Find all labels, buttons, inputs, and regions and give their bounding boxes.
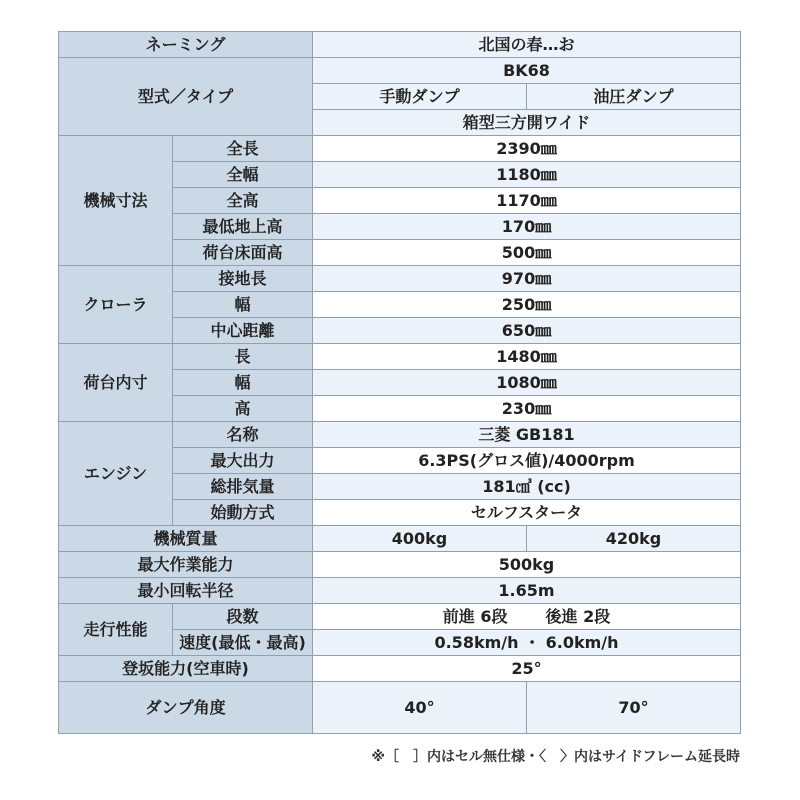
row-value: 三菱 GB181 [313, 422, 741, 448]
row-value: セルフスタータ [313, 500, 741, 526]
row-label: 総排気量 [173, 474, 313, 500]
table-row [59, 422, 741, 448]
row-mass [59, 526, 741, 552]
row-label: 幅 [173, 370, 313, 396]
machine-dims-group: 機械寸法 [59, 136, 173, 266]
climb-value: 25° [313, 656, 741, 682]
dump-angle-manual: 40° [313, 682, 527, 734]
row-label: 全高 [173, 188, 313, 214]
speed-value: 0.58km/h ・ 6.0km/h [313, 630, 741, 656]
gear-reverse: 後進 2段 [545, 606, 611, 626]
row-value: 1170㎜ [313, 188, 741, 214]
row-label: 高 [173, 396, 313, 422]
row-value: 170㎜ [313, 214, 741, 240]
row-value: 2390㎜ [313, 136, 741, 162]
engine-group: エンジン [59, 422, 173, 526]
row-label: 接地長 [173, 266, 313, 292]
row-dump-angle [59, 682, 741, 734]
row-max-capacity [59, 552, 741, 578]
gear-forward: 前進 6段 [442, 606, 508, 626]
row-label: 長 [173, 344, 313, 370]
mass-label: 機械質量 [59, 526, 313, 552]
speed-label: 速度(最低・最高) [173, 630, 313, 656]
climb-label: 登坂能力(空車時) [59, 656, 313, 682]
row-label: 最低地上高 [173, 214, 313, 240]
row-climb [59, 656, 741, 682]
row-value: 181㎤ (cc) [313, 474, 741, 500]
row-naming [59, 32, 741, 58]
min-radius-label: 最小回転半径 [59, 578, 313, 604]
row-value: 1180㎜ [313, 162, 741, 188]
type-hydraulic-dump: 油圧ダンプ [527, 84, 741, 110]
row-type-model [59, 58, 741, 84]
gear-value [313, 604, 741, 630]
row-value: 650㎜ [313, 318, 741, 344]
mass-manual: 400kg [313, 526, 527, 552]
row-value: 500㎜ [313, 240, 741, 266]
spec-table [58, 31, 741, 734]
type-label: 型式／タイプ [59, 58, 313, 136]
bed-inner-group: 荷台内寸 [59, 344, 173, 422]
row-value: 250㎜ [313, 292, 741, 318]
row-label: 全長 [173, 136, 313, 162]
type-body: 箱型三方開ワイド [313, 110, 741, 136]
row-travel-gear [59, 604, 741, 630]
type-manual-dump: 手動ダンプ [313, 84, 527, 110]
travel-group: 走行性能 [59, 604, 173, 656]
row-label: 名称 [173, 422, 313, 448]
mass-hydraulic: 420kg [527, 526, 741, 552]
naming-value: 北国の春…お [313, 32, 741, 58]
row-label: 幅 [173, 292, 313, 318]
min-radius-value: 1.65m [313, 578, 741, 604]
row-value: 970㎜ [313, 266, 741, 292]
table-row [59, 266, 741, 292]
row-label: 中心距離 [173, 318, 313, 344]
row-value: 230㎜ [313, 396, 741, 422]
dump-angle-hydraulic: 70° [527, 682, 741, 734]
row-min-radius [59, 578, 741, 604]
footnote: ※［ ］内はセル無仕様・〈 〉内はサイドフレーム延長時 [371, 749, 740, 765]
crawler-group: クローラ [59, 266, 173, 344]
row-value: 1080㎜ [313, 370, 741, 396]
row-label: 全幅 [173, 162, 313, 188]
max-capacity-label: 最大作業能力 [59, 552, 313, 578]
row-label: 荷台床面高 [173, 240, 313, 266]
type-model: BK68 [313, 58, 741, 84]
row-value: 1480㎜ [313, 344, 741, 370]
naming-label: ネーミング [59, 32, 313, 58]
max-capacity-value: 500kg [313, 552, 741, 578]
row-value: 6.3PS(グロス値)/4000rpm [313, 448, 741, 474]
gear-label: 段数 [173, 604, 313, 630]
table-row [59, 344, 741, 370]
table-row [59, 136, 741, 162]
row-label: 始動方式 [173, 500, 313, 526]
dump-angle-label: ダンプ角度 [59, 682, 313, 734]
row-label: 最大出力 [173, 448, 313, 474]
